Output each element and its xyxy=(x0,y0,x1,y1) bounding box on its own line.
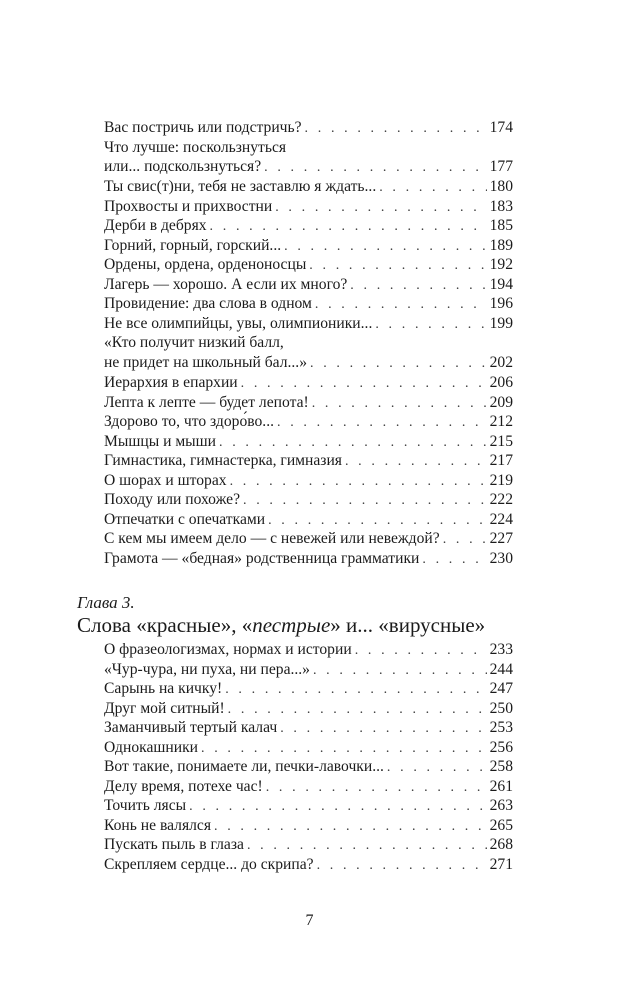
toc-entry-page: 192 xyxy=(489,256,513,273)
dot-leader xyxy=(243,491,487,511)
toc-entry xyxy=(104,640,513,660)
toc-entry xyxy=(104,718,513,738)
dot-leader xyxy=(266,778,487,798)
toc-entry-title: Пускать пыль в глаза xyxy=(104,836,244,853)
toc-entry xyxy=(104,314,513,334)
toc-entry xyxy=(104,529,513,549)
dot-leader xyxy=(219,433,487,453)
toc-entry xyxy=(104,796,513,816)
toc-entry-page: 265 xyxy=(489,816,513,834)
toc-entry xyxy=(104,699,513,719)
dot-leader xyxy=(443,530,487,550)
toc-entry-page: 233 xyxy=(489,641,513,658)
toc-entry-title-line1: Что лучше: поскользнуться xyxy=(104,138,287,156)
toc-entry xyxy=(104,275,513,295)
toc-entry-title: О шорах и шторах xyxy=(104,471,227,489)
dot-leader xyxy=(350,276,486,296)
chapter-title-part1: Слова «красные», « xyxy=(77,613,253,637)
toc-entry-page: 215 xyxy=(489,432,513,450)
toc-entry-title: Грамота — «бедная» родственница грамматики xyxy=(104,549,420,567)
toc-entry xyxy=(104,177,513,197)
toc-entry xyxy=(104,216,513,236)
toc-entry xyxy=(104,738,513,758)
toc-entry-title: Скрепляем сердце... до скрипа? xyxy=(104,855,314,873)
toc-entry-page: 180 xyxy=(489,178,513,195)
toc-entry-title: или... подскользнуться? xyxy=(104,158,262,176)
toc-entry xyxy=(104,816,513,836)
toc-entry-title: Конь не валялся xyxy=(104,816,211,834)
toc-entry-title: Прохвосты и прихвостни xyxy=(104,197,273,215)
toc-entry-page: 194 xyxy=(489,275,513,293)
toc-entry-title: Лепта к лепте — будет лепота! xyxy=(104,393,309,411)
toc-entry-page: 202 xyxy=(489,353,513,371)
dot-leader xyxy=(277,413,487,433)
dot-leader xyxy=(422,550,486,570)
chapter-label: Глава 3. xyxy=(77,593,135,612)
dot-leader xyxy=(228,700,487,720)
dot-leader xyxy=(189,797,486,817)
dot-leader xyxy=(268,511,487,531)
toc-entry xyxy=(104,138,513,177)
dot-leader xyxy=(375,315,486,335)
dot-leader xyxy=(280,719,486,739)
toc-entry xyxy=(104,294,513,314)
toc-entry-title: Лагерь — хорошо. А если их много? xyxy=(104,275,348,293)
toc-entry xyxy=(104,660,513,680)
toc-entry-page: 261 xyxy=(489,777,513,795)
toc-entry-page: 212 xyxy=(489,413,513,430)
dot-leader xyxy=(312,394,487,414)
toc-entry-page: 256 xyxy=(489,738,513,756)
toc-entry xyxy=(104,373,513,393)
toc-entry xyxy=(104,855,513,875)
toc-entry-title: Вас постричь или подстричь? xyxy=(104,119,302,136)
toc-entry-title: Друг мой ситный! xyxy=(104,699,225,717)
toc-entry-page: 219 xyxy=(489,471,513,489)
chapter-title-part2: » и... «вирусные» xyxy=(330,613,486,637)
dot-leader xyxy=(275,198,486,218)
toc-entry xyxy=(104,549,513,569)
toc-entry-title: Иерархия в епархии xyxy=(104,374,238,391)
dot-leader xyxy=(309,256,486,276)
toc-entry-title: Здорово то, что здоро́во... xyxy=(104,413,275,430)
dot-leader xyxy=(225,680,486,700)
dot-leader xyxy=(241,374,487,394)
toc-entry-title: Точить лясы xyxy=(104,797,187,814)
toc-entry xyxy=(104,510,513,530)
chapter-title xyxy=(77,612,517,638)
dot-leader xyxy=(210,217,487,237)
toc-entry-page: 206 xyxy=(489,374,513,391)
dot-leader xyxy=(310,354,487,374)
toc-entry-title-line1: «Кто получит низкий балл, xyxy=(104,334,284,351)
dot-leader xyxy=(230,472,487,492)
toc-entry xyxy=(104,679,513,699)
toc-entry-page: 258 xyxy=(489,758,513,775)
toc-entry-page: 217 xyxy=(489,452,513,469)
toc-entry xyxy=(104,255,513,275)
toc-entry-title: Гимнастика, гимнастерка, гимназия xyxy=(104,452,342,469)
dot-leader xyxy=(247,836,487,856)
toc-entry-title: Вот такие, понимаете ли, печки-лавочки... xyxy=(104,758,384,775)
toc-entry-page: 177 xyxy=(489,158,513,176)
toc-entry-title: О фразеологизмах, нормах и истории xyxy=(104,641,352,658)
toc-entry-page: 253 xyxy=(489,719,513,736)
toc-entry xyxy=(104,393,513,413)
toc-entry-page: 224 xyxy=(489,510,513,528)
toc-entry-title: Горний, горный, горский... xyxy=(104,236,282,254)
toc-entry xyxy=(104,471,513,491)
toc-entry xyxy=(104,197,513,217)
toc-entry-title: Однокашники xyxy=(104,738,199,756)
chapter-title-italic: пестрые xyxy=(252,613,331,637)
toc-entry-page: 250 xyxy=(489,699,513,717)
toc-entry xyxy=(104,777,513,797)
toc-entry-title: Ордены, ордена, орденоносцы xyxy=(104,256,307,273)
toc-entry-page: 263 xyxy=(489,797,513,814)
dot-leader xyxy=(313,661,487,681)
toc-entry-page: 209 xyxy=(489,393,513,411)
toc-entry-title: Ты свис(т)ни, тебя не заставлю я ждать... xyxy=(104,178,377,195)
toc-entry xyxy=(104,236,513,256)
dot-leader xyxy=(379,178,486,198)
toc-entry-page: 230 xyxy=(489,549,513,567)
toc-entry-page: 244 xyxy=(489,660,513,678)
toc-entry-title: Мышцы и мыши xyxy=(104,432,217,450)
toc-entry-page: 183 xyxy=(489,197,513,215)
toc-entry-title: Отпечатки с опечатками xyxy=(104,510,266,528)
toc-entry-page: 196 xyxy=(489,295,513,312)
dot-leader xyxy=(317,856,487,876)
dot-leader xyxy=(345,452,487,472)
dot-leader xyxy=(305,119,487,139)
toc-entry-page: 268 xyxy=(489,836,513,853)
toc-entry xyxy=(104,757,513,777)
dot-leader xyxy=(284,237,486,257)
toc-entry xyxy=(104,432,513,452)
dot-leader xyxy=(355,641,487,661)
toc-entry-page: 222 xyxy=(489,491,513,508)
toc-entry-page: 174 xyxy=(489,119,513,136)
toc-entry-title: Заманчивый тертый калач xyxy=(104,719,278,736)
toc-entry-page: 247 xyxy=(489,680,513,697)
toc-entry-page: 271 xyxy=(489,855,513,873)
toc-entry-title: не придет на школьный бал...» xyxy=(104,353,307,371)
toc-entry xyxy=(104,451,513,471)
page-number: 7 xyxy=(305,912,314,929)
toc-entry-page: 185 xyxy=(489,217,513,234)
toc-entry-page: 189 xyxy=(489,236,513,254)
dot-leader xyxy=(387,758,487,778)
toc-entry-page: 199 xyxy=(489,314,513,332)
toc-entry-page: 227 xyxy=(489,530,513,547)
toc-entry-title: Провидение: два слова в одном xyxy=(104,295,312,312)
toc-entry-title: «Чур-чура, ни пуха, ни пера...» xyxy=(104,660,310,678)
toc-entry xyxy=(104,835,513,855)
toc-entry-title: Делу время, потехе час! xyxy=(104,777,263,795)
dot-leader xyxy=(264,158,486,178)
dot-leader xyxy=(201,739,487,759)
toc-entry xyxy=(104,490,513,510)
toc-entry xyxy=(104,118,513,138)
dot-leader xyxy=(214,817,487,837)
toc-entry xyxy=(104,333,513,372)
toc-entry-title: С кем мы имеем дело — с невежей или невеждой? xyxy=(104,530,440,547)
toc-entry-title: Дерби в дебрях xyxy=(104,217,207,234)
toc-entry-title: Не все олимпийцы, увы, олимпионики... xyxy=(104,314,373,332)
toc-entry-title: Сарынь на кичку! xyxy=(104,680,223,697)
toc-entry-title: Походу или похоже? xyxy=(104,491,240,508)
dot-leader xyxy=(315,295,487,315)
toc-entry xyxy=(104,412,513,432)
